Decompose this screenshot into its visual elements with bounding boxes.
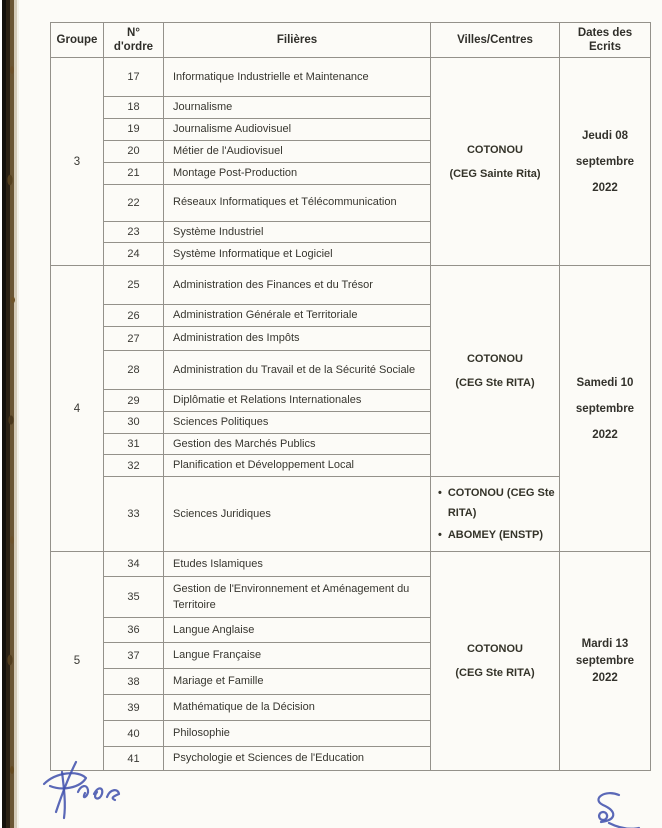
cell-filiere: Langue Française bbox=[164, 643, 431, 669]
cell-filiere: Réseaux Informatiques et Télécommunication bbox=[164, 184, 431, 221]
dates-cell-groupe-5 bbox=[560, 552, 651, 771]
cell-num: 17 bbox=[104, 58, 164, 97]
cell-filiere: Gestion de l'Environnement et Aménagement du Territoire bbox=[164, 577, 431, 618]
cell-filiere: Philosophie bbox=[164, 721, 431, 747]
date-line: 2022 bbox=[592, 181, 618, 194]
header-villes: Villes/Centres bbox=[431, 23, 560, 58]
header-dates-line1: Dates des bbox=[577, 26, 633, 39]
cell-filiere: Sciences Juridiques bbox=[164, 477, 431, 552]
header-ordre bbox=[104, 23, 164, 58]
cell-num: 31 bbox=[104, 433, 164, 455]
cell-num: 33 bbox=[104, 477, 164, 552]
villes-cell-groupe-5 bbox=[431, 552, 560, 771]
table-row bbox=[51, 266, 651, 305]
cell-filiere: Système Informatique et Logiciel bbox=[164, 243, 431, 266]
cell-num: 29 bbox=[104, 390, 164, 412]
cell-num: 40 bbox=[104, 721, 164, 747]
cell-filiere: Diplômatie et Relations Internationales bbox=[164, 390, 431, 412]
cell-num: 35 bbox=[104, 577, 164, 618]
villes-cell-groupe-3 bbox=[431, 58, 560, 266]
cell-filiere: Informatique Industrielle et Maintenance bbox=[164, 58, 431, 97]
cell-num: 25 bbox=[104, 266, 164, 305]
villes-line: COTONOU bbox=[466, 643, 524, 655]
table-row bbox=[51, 58, 651, 97]
dates-cell-groupe-4 bbox=[560, 266, 651, 552]
exam-schedule-table bbox=[50, 22, 651, 771]
cell-num: 18 bbox=[104, 97, 164, 119]
cell-num: 39 bbox=[104, 695, 164, 721]
book-spine-scan-edge bbox=[0, 0, 22, 828]
cell-filiere: Administration des Impôts bbox=[164, 327, 431, 351]
cell-filiere: Mathématique de la Décision bbox=[164, 695, 431, 721]
villes-bullet-item bbox=[438, 525, 557, 545]
table-row bbox=[51, 552, 651, 577]
cell-num: 37 bbox=[104, 643, 164, 669]
header-filieres: Filières bbox=[164, 23, 431, 58]
cell-filiere: Langue Anglaise bbox=[164, 618, 431, 643]
groupe-3-cell: 3 bbox=[51, 58, 104, 266]
date-line: Samedi 10 bbox=[576, 376, 634, 389]
cell-num: 19 bbox=[104, 118, 164, 140]
cell-filiere: Gestion des Marchés Publics bbox=[164, 433, 431, 455]
header-ordre-line2: d'ordre bbox=[113, 41, 154, 53]
cell-num: 38 bbox=[104, 669, 164, 695]
cell-filiere: Administration Générale et Territoriale bbox=[164, 305, 431, 327]
cell-filiere: Psychologie et Sciences de l'Education bbox=[164, 747, 431, 771]
cell-num: 20 bbox=[104, 140, 164, 162]
cell-filiere: Administration du Travail et de la Sécurité Sociale bbox=[164, 351, 431, 390]
header-dates bbox=[560, 23, 651, 58]
villes-bullet-item bbox=[438, 483, 557, 523]
cell-filiere: Mariage et Famille bbox=[164, 669, 431, 695]
cell-num: 22 bbox=[104, 184, 164, 221]
villes-cell-row-33 bbox=[431, 477, 560, 552]
cell-num: 24 bbox=[104, 243, 164, 266]
cell-filiere: Journalisme Audiovisuel bbox=[164, 118, 431, 140]
cell-filiere: Système Industriel bbox=[164, 221, 431, 243]
groupe-4-cell: 4 bbox=[51, 266, 104, 552]
bullet-icon: • bbox=[438, 487, 442, 499]
date-line: 2022 bbox=[592, 428, 618, 441]
cell-num: 21 bbox=[104, 162, 164, 184]
cell-num: 28 bbox=[104, 351, 164, 390]
cell-num: 30 bbox=[104, 412, 164, 434]
cell-filiere: Montage Post-Production bbox=[164, 162, 431, 184]
villes-bullet-text: COTONOU (CEG Ste RITA) bbox=[447, 487, 555, 519]
date-line: Mardi 13 bbox=[581, 637, 629, 650]
cell-num: 27 bbox=[104, 327, 164, 351]
villes-line: (CEG Ste RITA) bbox=[455, 667, 535, 679]
groupe-5-cell: 5 bbox=[51, 552, 104, 771]
cell-num: 32 bbox=[104, 455, 164, 477]
villes-line: COTONOU bbox=[466, 353, 524, 365]
cell-num: 34 bbox=[104, 552, 164, 577]
bullet-icon: • bbox=[438, 529, 442, 541]
header-dates-line2: Ecrits bbox=[589, 41, 621, 53]
villes-bullet-text: ABOMEY (ENSTP) bbox=[447, 529, 543, 541]
cell-filiere: Journalisme bbox=[164, 97, 431, 119]
dates-cell-groupe-3 bbox=[560, 58, 651, 266]
table-header-row bbox=[51, 23, 651, 58]
cell-filiere: Métier de l'Audiovisuel bbox=[164, 140, 431, 162]
date-line: 2022 bbox=[592, 671, 618, 684]
date-line: septembre bbox=[575, 402, 635, 415]
date-line: septembre bbox=[575, 155, 635, 168]
villes-line: (CEG Ste RITA) bbox=[455, 377, 535, 389]
date-line: Jeudi 08 bbox=[581, 129, 629, 142]
cell-filiere: Etudes Islamiques bbox=[164, 552, 431, 577]
cell-filiere: Administration des Finances et du Trésor bbox=[164, 266, 431, 305]
villes-line: (CEG Sainte Rita) bbox=[449, 167, 541, 180]
cell-num: 26 bbox=[104, 305, 164, 327]
cell-num: 23 bbox=[104, 221, 164, 243]
cell-filiere: Planification et Développement Local bbox=[164, 455, 431, 477]
header-groupe: Groupe bbox=[51, 23, 104, 58]
villes-line: COTONOU bbox=[466, 143, 524, 156]
date-line: septembre bbox=[575, 654, 635, 667]
signature-right-icon bbox=[583, 790, 653, 828]
cell-num: 36 bbox=[104, 618, 164, 643]
header-ordre-line1: N° bbox=[127, 26, 140, 39]
cell-num: 41 bbox=[104, 747, 164, 771]
villes-cell-groupe-4 bbox=[431, 266, 560, 477]
cell-filiere: Sciences Politiques bbox=[164, 412, 431, 434]
